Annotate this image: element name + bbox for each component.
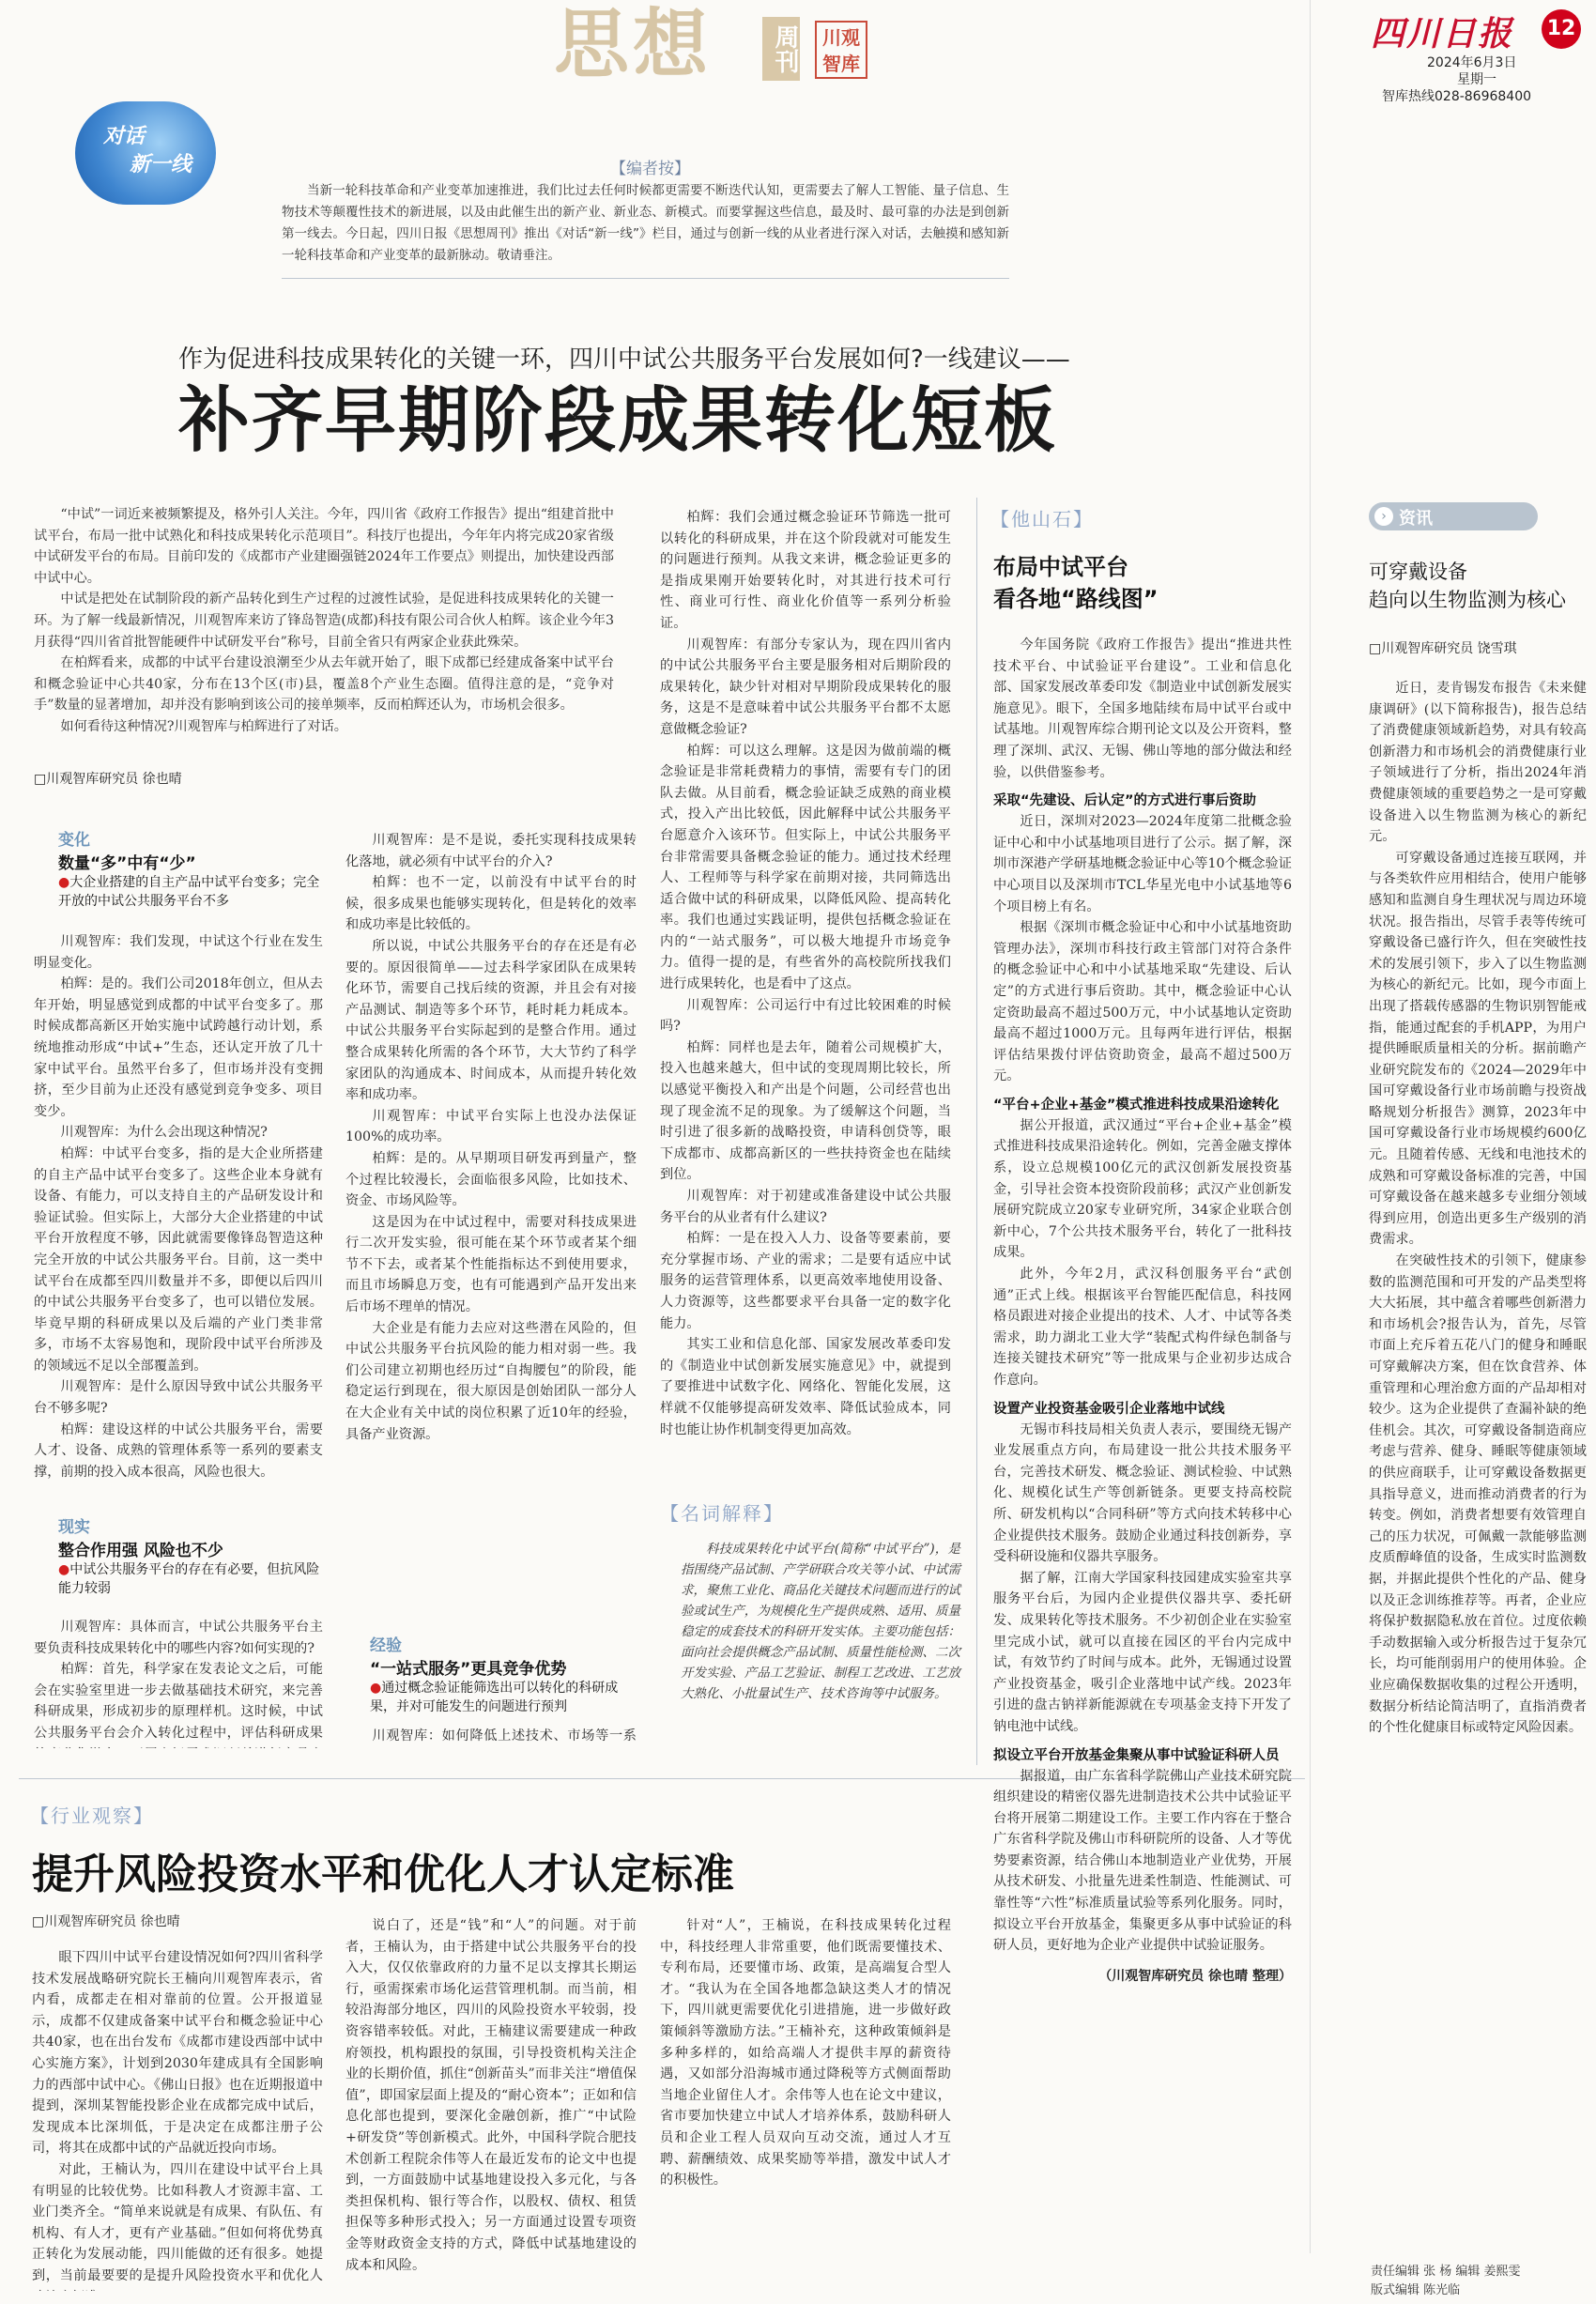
editor-note-label: 【编者按】 bbox=[610, 160, 690, 178]
section1-head bbox=[34, 826, 325, 911]
lead-para: “中试”一词近来被频繁提及，格外引人关注。今年，四川省《政府工作报告》提出“组建首批中试平台，布局一批中试熟化和科技成果转化示范项目”。科技厅也提出，今年年内将完成20家省级中试研发平台的布局。目前印发的《成都市产业建圈强链2024年工作要点》则提出，加快建设西部中试中心。 bbox=[34, 507, 614, 586]
lead-para: 如何看待这种情况?川观智库与柏辉进行了对话。 bbox=[60, 718, 347, 734]
page-number bbox=[1542, 9, 1581, 49]
side-para: 无锡市科技局相关负责人表示，要围绕无锡产业发展重点方向，布局建设一批公共技术服务平台，完善技术研发、概念验证、测试检验、中试熟化、规模化试生产等创新链条。更要支持高校院所、研发机构以“合同科研”等方式向技术转移中心企业提供技术服务。鼓励企业通过科技创新券，享受科研设施和仪器共享服务。 bbox=[993, 1421, 1292, 1565]
qa-para: 柏辉：同样也是去年，随着公司规模扩大，投入也越来越大，但中试的变现周期比较长，所以感觉平衡投入和产出是个问题，公司经营也出现了现金流不足的现象。为了缓解这个问题，当时引进了很多新的战略投资，申请科创贷等，眼下成都市、成都高新区的一些扶持资金也在陆续到位。 bbox=[660, 1039, 951, 1183]
paper-name: 四川日报 bbox=[1371, 14, 1514, 54]
main-kicker: 作为促进科技成果转化的关键一环，四川中试公共服务平台发展如何?一线建议—— bbox=[178, 346, 1070, 374]
side-text bbox=[993, 635, 1292, 2201]
section3-title: “一站式服务”更具竞争优势 bbox=[370, 1660, 567, 1679]
news-tag-text: 资讯 bbox=[1399, 509, 1433, 529]
paper-masthead bbox=[1333, 6, 1587, 104]
news-byline: □川观智库研究员 饶雪琪 bbox=[1369, 641, 1517, 656]
editor-note: 当新一轮科技革命和产业变革加速推进，我们比过去任何时候都更需要不断迭代认知，更需要去了解人工智能、量子信息、生物技术等颠覆性技术的新进展，以及由此催生出的新产业、新业态、新模式。而要掌握这些信息，最及时、最可靠的办法是到创新第一线去。今日起，四川日报《思想周刊》推出《对话“新一线”》栏目，通过与创新一线的从业者进行深入对话，去触摸和感知新一轮科技革命和产业变革的最新脉动。敬请垂注。 bbox=[282, 183, 1009, 263]
qa-para: 这是因为在中试过程中，需要对科技成果进行二次开发实验，很可能在某个环节或者某个细节不下去，或者某个性能指标达不到使用要求，而且市场瞬息万变，也有可能遇到产品开发出来后市场不理单的情况。 bbox=[345, 1214, 637, 1315]
side-subhead: 采取“先建设、后认定”的方式进行事后资助 bbox=[993, 793, 1257, 809]
col2-text bbox=[345, 830, 637, 1634]
footer-designer: 版式编辑 陈光临 bbox=[1371, 2283, 1461, 2297]
qa-para: 柏辉：是的。从早期项目研发再到量产，整个过程比较漫长，会面临很多风险，比如技术、资金、市场风险等。 bbox=[345, 1150, 637, 1209]
bottom-byline: □川观智库研究员 徐也晴 bbox=[32, 1914, 180, 1929]
side-byline: （川观智库研究员 徐也晴 整理） bbox=[1098, 1968, 1292, 1984]
qa-para: 其实工业和信息化部、国家发展改革委印发的《制造业中试创新发展实施意见》中，就提到了要推进中试数字化、网络化、智能化发展，这样就不仅能够提高研发效率、降低试验成本，同时也能让协作机制变得更加高效。 bbox=[660, 1337, 951, 1437]
section3-head bbox=[345, 1632, 637, 1716]
news-headline1: 可穿戴设备 bbox=[1369, 561, 1467, 583]
glossary-box bbox=[660, 1498, 960, 1761]
section3-sub bbox=[345, 1679, 637, 1716]
news-headline2: 趋向以生物监测为核心 bbox=[1369, 589, 1566, 611]
side-subhead: 拟设立平台开放基金集聚从事中试验证科研人员 bbox=[993, 1747, 1280, 1763]
section-name: 思想 bbox=[554, 0, 712, 88]
qa-para: 川观智库：是不是说，委托实现科技成果转化落地，就必须有中试平台的介入? bbox=[345, 833, 637, 869]
section1-sub bbox=[34, 873, 325, 911]
section2-title: 整合作用强 风险也不少 bbox=[58, 1542, 223, 1560]
qa-para: 川观智库：为什么会出现这种情况? bbox=[60, 1125, 268, 1141]
side-para: 此外，今年2月，武汉科创服务平台“武创通”正式上线。根据该平台智能匹配信息，科技网格员跟进对接企业提出的技术、人才、中试等各类需求，助力湖北工业大学“装配式构件绿色制备与连接关键技术研究”等一批成果与企业初步达成合作意向。 bbox=[993, 1267, 1292, 1388]
qa-para: 柏辉：建设这样的中试公共服务平台，需要人才、设备、成熟的管理体系等一系列的要素支撑，前期的投入成本很高，风险也很大。 bbox=[34, 1421, 323, 1480]
qa-para: 川观智库：我们发现，中试这个行业在发生明显变化。 bbox=[34, 934, 323, 971]
qa-para: 大企业是有能力去应对这些潜在风险的，但中试公共服务平台抗风险的能力相对弱一些。我们公司建立初期也经历过“自掏腰包”的阶段，能稳定运行到现在，很大原因是创始团队一部分人在大企业有关中试的岗位积累了近10年的经验，具备产业资源。 bbox=[345, 1320, 637, 1442]
section2-sub bbox=[34, 1560, 325, 1598]
brand-badge bbox=[815, 21, 867, 79]
side-para: 近日，深圳对2023—2024年度第二批概念验证中心和中小试基地项目进行了公示。据了解，深圳市深港产学研基地概念验证中心等10个概念验证中心项目以及深圳市TCL华星光电中小试基地等6个项目榜上有名。 bbox=[993, 814, 1292, 914]
side-label: 【他山石】 bbox=[990, 508, 1094, 530]
main-byline: □川观智库研究员 徐也晴 bbox=[34, 772, 182, 787]
section-sub-text: 周刊 bbox=[771, 24, 799, 73]
col1-text bbox=[34, 931, 323, 1482]
divider bbox=[1310, 0, 1311, 2253]
qa-para: 柏辉：一是在投入人力、设备等要素前，要充分掌握市场、产业的需求；二是要有适应中试服务的运营管理体系，以更高效率地使用设备、人力资源等，这些都要求平台具备一定的数字化能力。 bbox=[660, 1231, 951, 1331]
badge-line1: 对话 bbox=[103, 125, 146, 148]
bottom-col2 bbox=[345, 1915, 637, 2291]
qa-para: 川观智库：中试平台实际上也没办法保证100%的成功率。 bbox=[345, 1108, 637, 1145]
bottom-col3 bbox=[660, 1915, 951, 2291]
main-headline: 补齐早期阶段成果转化短板 bbox=[178, 378, 1057, 462]
news-text bbox=[1369, 678, 1587, 1786]
qa-para: 川观智库：如何降低上述技术、市场等一系 bbox=[372, 1728, 637, 1743]
side-headline1: 布局中试平台 bbox=[993, 554, 1128, 580]
divider bbox=[976, 498, 977, 1765]
bottom-para: 对此，王楠认为，四川在建设中试平台上具有明显的比较优势。比如科教人才资源丰富、工业门类齐全。“简单来说就是有成果、有队伍、有机构、有人才，更有产业基础。”但如何将优势真正转化为发展动能，四川能做的还有很多。她提到，当前最要要的是提升风险投资水平和优化人 bbox=[32, 2161, 323, 2283]
section3-tag: 经验 bbox=[370, 1636, 402, 1655]
news-para: 可穿戴设备通过连接互联网，并与各类软件应用相结合，使用户能够感知和监测自身生理状况与周边环境状况。报告指出，尽管手表等传统可穿戴设备已盛行许久，但在突破性技术的发展引领下，步入了以生物监测为核心的新纪元。比如，现今市面上出现了搭载传感器的生物识别智能戒指，能通过配套的手机APP，为用户提供睡眠质量相关的分析。据前瞻产业研究院发布的《2024—2029年中国可穿戴设备行业市场前瞻与投资战略规划分析报告》测算，2023年中国可穿戴设备行业市场规模约600亿元。且随着传感、无线和电池技术的成熟和可穿戴设备标准的完善，中国可穿戴设备在越来越多专业细分领域得到应用，创造出更多生产级别的消费需求。 bbox=[1369, 850, 1587, 1248]
issue-date: 2024年6月3日 bbox=[1427, 55, 1517, 70]
col1b-text bbox=[34, 1617, 323, 1748]
qa-para: 所以说，中试公共服务平台的存在还是有必要的。原因很简单——过去科学家团队在成果转化环节，需要自己找后续的资源，并且会有对接产品测试、制造等多个环节，耗时耗力耗成本。中试公共服务平台实际起到的是整合作用。通过整合成果转化所需的各个环节，大大节约了科学家团队的沟通成本、时间成本，从而提升转化效率和成功率。 bbox=[345, 938, 637, 1103]
bottom-label: 【行业观察】 bbox=[30, 1805, 154, 1827]
col3-text bbox=[660, 507, 951, 1470]
section1-tag: 变化 bbox=[58, 831, 90, 850]
side-subhead: “平台+企业+基金”模式推进科技成果沿途转化 bbox=[993, 1097, 1280, 1113]
qa-para: 柏辉：可以这么理解。这是因为做前端的概念验证是非常耗费精力的事情，需要有专门的团队去做。从目前看，概念验证缺乏成熟的商业模式，投入产出比较低，因此解释中试公共服务平台愿意介入该环节。但实际上，中试公共服务平台非常需要具备概念验证的能力。通过技术经理人、工程师等与科学家在前期对接，共同筛选出适合做中试的科研成果，以降低风险、提高转化率。我们也通过实践证明，提供包括概念验证在内的“一站式服务”，可以极大地提升市场竞争力。值得一提的是，有些省外的高校院所找我们进行成果转化，也是看中了这点。 bbox=[660, 743, 951, 992]
section1-title: 数量“多”中有“少” bbox=[58, 854, 196, 873]
side-intro: 今年国务院《政府工作报告》提出“推进共性技术平台、中试验证平台建设”。工业和信息化部、国家发展改革委印发《制造业中试创新发展实施意见》。眼下，全国多地陆续布局中试平台或中试基地。川观智库综合期刊论文以及公开资料，整理了深圳、武汉、无锡、佛山等地的部分做法和经验，以供借鉴参考。 bbox=[993, 637, 1292, 780]
badge-line2: 新一线 bbox=[130, 153, 192, 177]
side-para: 根据《深圳市概念验证中心和中小试基地资助管理办法》，深圳市科技行政主管部门对符合条件的概念验证中心和中小试基地采取“先建设、后认定”的方式进行事后资助。其中，概念验证中心认定资助最高不超过500万元，中小试基地认定资助最高不超过1000万元。且每两年进行评估，根据评估结果拨付评估资助资金，最高不超过500万元。 bbox=[993, 920, 1292, 1084]
side-para: 据报道，由广东省科学院佛山产业技术研究院组织建设的精密仪器先进制造技术公共中试验证平台将开展第二期建设工作。主要工作内容在于整合广东省科学院及佛山市科研院所的设备、人才等优势要素资源，结合佛山本地制造业产业优势，开展从技术研发、小批量先进柔性制造、性能测试、可靠性等“六性”标准质量试验等系列化服务。同时，拟设立平台开放基金，集聚更多从事中试验证的科研人员，更好地为企业产业提供中试验证服务。 bbox=[993, 1768, 1292, 1954]
qa-para: 川观智库：具体而言，中试公共服务平台主要负责科技成果转化中的哪些内容?如何实现的? bbox=[34, 1620, 323, 1656]
masthead bbox=[0, 0, 1305, 89]
qa-para: 柏辉：中试平台变多，指的是大企业所搭建的自主产品中试平台变多了。这些企业本身就有设备、有能力，可以支持自主的产品研发设计和验证试验。但实际上，大部分大企业搭建的中试平台开放程度不够，因此就需要像锋岛智造这种完全开放的中试公共服务平台。目前，这一类中试平台在成都至四川数量并不多，即便以后四川的中试公共服务平台变多了，也可以错位发展。毕竟早期的科研成果以及后端的产业门类非常多，市场不太容易饱和，现阶段中试平台所涉及的领域远不足以全部覆盖到。 bbox=[34, 1145, 323, 1374]
bottom-headline: 提升风险投资水平和优化人才认定标准 bbox=[32, 1851, 734, 1898]
news-tag bbox=[1369, 502, 1538, 530]
section1-sub-text: 大企业搭建的自主产品中试平台变多；完全开放的中试公共服务平台不多 bbox=[58, 875, 320, 909]
news-para: 近日，麦肯锡发布报告《未来健康调研》(以下简称报告)，报告总结了消费健康领域新趋势，对具有较高创新潜力和市场机会的消费健康行业子领域进行了分析，指出2024年消费健康领域的重要趋势之一是可穿戴设备进入以生物监测为核心的新纪元。 bbox=[1369, 681, 1587, 845]
glossary-text: 科技成果转化中试平台(简称“中试平台”)，是指围绕产品试制、产学研联合攻关等小试、中试需求，聚焦工业化、商品化关键技术问题而进行的试验或试生产，为规模化生产提供成熟、适用、质量稳定的成套技术的科研开发实体。主要功能包括：面向社会提供概念产品试制、质量性能检测、二次开发实验、产品工艺验证、制程工艺改进、工艺放大熟化、小批量试生产、技术咨询等中试服务。 bbox=[681, 1542, 960, 1701]
side-subhead: 设置产业投资基金吸引企业落地中试线 bbox=[993, 1401, 1225, 1417]
qa-para: 柏辉：首先，科学家在发表论文之后，可能会在实验室里进一步去做基础技术研究，来完善科研成果，形成初步的原理样机。这时候，中试公共服务平台会介入转化过程中，评估科研成果 bbox=[34, 1662, 323, 1741]
qa-para: 川观智库：公司运行中有过比较困难的时候吗? bbox=[660, 997, 951, 1035]
qa-para: 川观智库：对于初建或准备建设中试公共服务平台的从业者有什么建议? bbox=[660, 1189, 951, 1225]
qa-para: 柏辉：也不一定，以前没有中试平台的时候，很多成果也能够实现转化，但是转化的效率和成功率是比较低的。 bbox=[345, 875, 637, 933]
footer-editors: 责任编辑 张 杨 编辑 姜熙雯 bbox=[1371, 2265, 1521, 2279]
section2-sub-text: 中试公共服务平台的存在有必要，但抗风险能力较弱 bbox=[58, 1562, 320, 1596]
lead-para: 中试是把处在试制阶段的新产品转化到生产过程的过渡性试验，是促进科技成果转化的关键一环。为了解一线最新情况，川观智库来访了锋岛智造(成都)科技有限公司合伙人柏辉。该企业今年3月获得“四川省首批智能硬件中试研发平台”称号，目前全省只有两家企业获此殊荣。 bbox=[34, 591, 614, 650]
bottom-para: 眼下四川中试平台建设情况如何?四川省科学技术发展战略研究院长王楠向川观智库表示，省内看，成都走在相对靠前的位置。公开报道显示，成都不仅建成备案中试平台和概念验证中心共40家，也在出台发布《成都市建设西部中试中心实施方案》，计划到2030年建成具有全国影响力的西部中试中心。《佛山日报》也在近期报道中提到，深圳某智能投影企业在成都完成中试后，发现成本比深圳低，于是决定在成都注册子公司，将其在成都中试的产品就近投向市场。 bbox=[32, 1950, 323, 2157]
section-sub bbox=[762, 17, 800, 81]
bullet-icon: ● bbox=[58, 875, 70, 890]
bottom-para: 针对“人”，王楠说，在科技成果转化过程中，科技经理人非常重要，他们既需要懂技术、专利布局，还要懂市场、政策，是高端复合型人才。“我认为在全国各地都急缺这类人才的情况下，四川就更需要优化引进措施，进一步做好政策倾斜等激励方法。”王楠补充，这种政策倾斜是多种多样的，如给高端人才提供丰厚的薪资待遇，又如部分沿海城市通过降税等方式侧面帮助当地企业留住人才。余伟等人也在论文中建议，省市要加快建立中试人才培养体系，鼓励科研人员和企业工程人员双向互动交流，通过人才互聘、薪酬绩效、成果奖励等举措，激发中试人才的积极性。 bbox=[660, 1918, 951, 2189]
bottom-para: 说白了，还是“钱”和“人”的问题。对于前者，王楠认为，由于搭建中试公共服务平台的投入大，仅仅依靠政府的力量不足以支撑其长期运行，亟需探索市场化运营管理机制。而当前，相较沿海部分地区，四川的风险投资水平较弱，投资容错率较低。对此，王楠建议需要建成一种政府领投，机构跟投的氛围，引导投资机构关注企业的长期价值，抓住“创新苗头”而非关注“增值保值”，即国家层面上提及的“耐心资本”；正如和信息化部也提到，要深化金融创新，推广“中试险+研发贷”等创新模式。此外，中国科学院合肥技术创新工程院余伟等人在最近发布的论文中也提到，一方面鼓励中试基地建设投入多元化，与各类担保机构、银行等合作，以股权、债权、租赁担保等多种形式投入；另一方面通过设置专项资金等财政资金支持的方式，降低中试基地建设的成本和风险。 bbox=[345, 1918, 637, 2273]
col2b-text bbox=[345, 1726, 637, 1750]
editor-note-rule bbox=[282, 278, 1009, 279]
main-lead bbox=[34, 504, 614, 738]
side-para: 据了解，江南大学国家科技园建成实验室共享服务平台后，为园内企业提供仪器共享、委托研发、成果转化等技术服务。不少初创企业在实验室里完成小试，就可以直接在园区的平台内完成中试，有效节约了时间与成本。此外，无锡通过设置产业投资基金，吸引企业落地中试产线。2023年引进的盘古钠祥新能源就在专项基金支持下开发了钠电池中试线。 bbox=[993, 1570, 1292, 1734]
page-number-text: 12 bbox=[1546, 17, 1576, 40]
qa-para: 川观智库：有部分专家认为，现在四川省内的中试公共服务平台主要是服务相对后期阶段的成果转化，缺少针对相对早期阶段成果转化的服务，这是不是意味着中试公共服务平台都不太愿意做概念验证? bbox=[660, 637, 951, 737]
bullet-icon: ● bbox=[58, 1562, 70, 1577]
qa-para: 川观智库：是什么原因导致中试公共服务平台不够多呢? bbox=[34, 1379, 323, 1417]
column-badge bbox=[75, 101, 216, 205]
chevron-right-icon: › bbox=[1374, 507, 1393, 526]
qa-para: 柏辉：我们会通过概念验证环节筛选一批可以转化的科研成果，并在这个阶段就对可能发生的问题进行预判。从我文来讲，概念验证更多的是指成果刚开始要转化时，对其进行技术可行性、商业可行性、商业化价值等一系列分析验证。 bbox=[660, 510, 951, 631]
bottom-col1 bbox=[32, 1947, 323, 2291]
news-para: 在突破性技术的引领下，健康参数的监测范围和可开发的产品类型将大大拓展，其中蕴含着哪些创新潜力和市场机会?报告认为，首先，尽管市面上充斥着五花八门的健身和睡眠可穿戴解决方案，但在饮食营养、体重管理和心理治愈方面的产品却相对较少。这为企业提供了查漏补缺的绝佳机会。其次，可穿戴设备制造商应考虑与营养、健身、睡眠等健康领域的供应商联手，让可穿戴设备数据更具指导意义，进而推动消费者的行为转变。例如，消费者想要有效管理自己的压力状况，可佩戴一款能够监测皮质醇峰值的设备，生成实时监测数据，并据此提供个性化的产品、健身以及正念训练推荐等。再者，企业应将保护数据隐私放在首位。过度依赖手动数据输入或分析报告过于复杂冗长，均可能削弱用户的使用体验。企业应确保数据收集的过程公开透明，数据分析结论简洁明了，直指消费者的个性化健康目标或特定风险因素。 bbox=[1369, 1253, 1587, 1736]
lead-para: 在柏辉看来，成都的中试平台建设浪潮至少从去年就开始了，眼下成都已经建成备案中试平台和概念验证中心共40家，分布在13个区(市)县，覆盖8个产业生态圈。值得注意的是，“竞争对手”数量的显著增加，却并没有影响到该公司的接单频率，反而柏辉还认为，市场机会很多。 bbox=[34, 655, 614, 714]
section2-head bbox=[34, 1513, 325, 1598]
side-headline2: 看各地“路线图” bbox=[993, 586, 1159, 612]
section3-sub-text: 通过概念验证能筛选出可以转化的科研成果，并对可能发生的问题进行预判 bbox=[370, 1681, 619, 1714]
section2-tag: 现实 bbox=[58, 1518, 90, 1537]
issue-weekday: 星期一 bbox=[1457, 72, 1496, 87]
hotline: 智库热线028-86968400 bbox=[1382, 89, 1532, 104]
qa-para: 柏辉：是的。我们公司2018年创立，但从去年开始，明显感觉到成都的中试平台变多了。那时候成都高新区开始实施中试跨越行动计划，系统地推动形成“中试+”生态，还认定开放了几十家中试平台。虽然平台多了，但市场并没有变拥挤，至少目前为止还没有感觉到竞争变多、项目变少。 bbox=[34, 976, 323, 1119]
brand-text: 川观智库 bbox=[822, 26, 860, 75]
side-para: 据公开报道，武汉通过“平台+企业+基金”模式推进科技成果沿途转化。例如，完善金融支撑体系，设立总规模100亿元的武汉创新发展投资基金，引导社会资本投资阶段前移；武汉产业创新发展研究院成立20家专业研究所，34家企业联合创新中心，7个公共技术服务平台，转化了一批科技成果。 bbox=[993, 1117, 1292, 1261]
glossary-label: 【名词解释】 bbox=[660, 1502, 784, 1525]
bullet-icon: ● bbox=[370, 1681, 382, 1696]
